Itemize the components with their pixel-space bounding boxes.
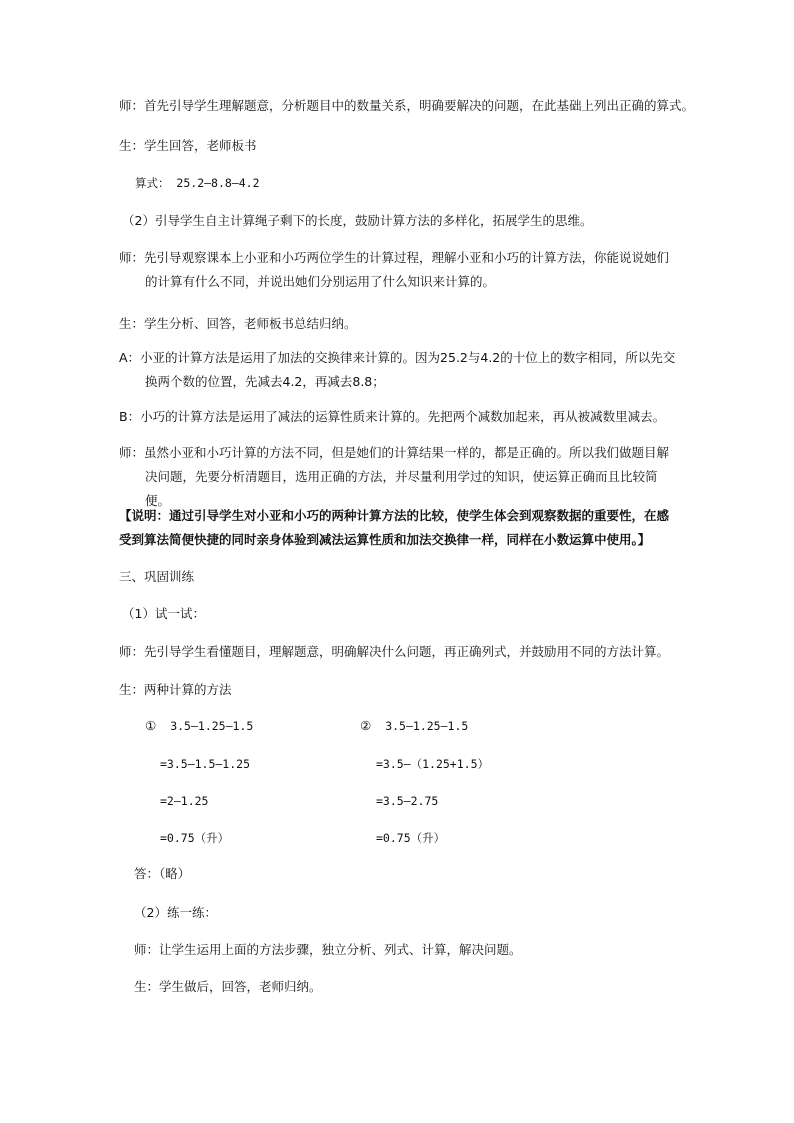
- paragraph-step-2: （2）引导学生自主计算绳子剩下的长度，鼓励计算方法的多样化，拓展学生的思维。: [122, 213, 593, 228]
- paragraph-student-do: 生：学生做后，回答，老师归纳。: [134, 979, 322, 994]
- paragraph-explanation-note: 【说明：通过引导学生对小亚和小巧的两种计算方法的比较，使学生体会到观察数据的重要性，在感受到算法简便快捷的同时亲身体验到减法运算性质和加法交换律一样，同样在小数运算中使用。】: [119, 508, 670, 547]
- paragraph-teacher-observe: 师：先引导观察课本上小亚和小巧两位学生的计算过程，理解小亚和小巧的计算方法，你能说说她们的计算有什么不同，并说出她们分别运用了什么知识来计算的。: [119, 250, 670, 289]
- paragraph-teacher-intro: 师：首先引导学生理解题意，分析题目中的数量关系，明确要解决的问题，在此基础上列出正确的算式。: [119, 98, 695, 113]
- paragraph-student-analyze: 生：学生分析、回答，老师板书总结归纳。: [119, 316, 357, 331]
- paragraph-teacher-summary: 师：虽然小亚和小巧计算的方法不同，但是她们的计算结果一样的，都是正确的。所以我们做题目解决问题，先要分析清题目，选用正确的方法，并尽量利用学过的知识，使运算正确而且比较简便。: [119, 445, 670, 508]
- paragraph-teacher-apply: 师：让学生运用上面的方法步骤，独立分析、列式、计算，解决问题。: [134, 942, 522, 957]
- calc-right-line-4: =0.75（升）: [376, 831, 446, 845]
- calc-right-marker: ②: [360, 718, 372, 733]
- paragraph-formula: 算式： 25.2—8.8—4.2: [135, 176, 260, 190]
- paragraph-method-b: B：小巧的计算方法是运用了减法的运算性质来计算的。先把两个减数加起来，再从被减数里减去。: [119, 409, 666, 424]
- calc-left-line-3: =2—1.25: [160, 794, 209, 808]
- section-heading-practice: 三、巩固训练: [119, 569, 195, 584]
- calc-right-line-1: [360, 718, 468, 734]
- paragraph-practice: （2）练一练：: [134, 905, 217, 920]
- paragraph-answer: 答：（略）: [134, 866, 191, 881]
- calc-left-line-2: =3.5—1.5—1.25: [160, 757, 251, 771]
- paragraph-student-answer: 生：学生回答，老师板书: [119, 138, 257, 153]
- calc-left-marker: ①: [145, 718, 157, 733]
- paragraph-method-a: A：小亚的计算方法是运用了加法的交换律来计算的。因为25.2与4.2的十位上的数字相同，所以先交换两个数的位置，先减去4.2，再减去8.8；: [119, 350, 676, 389]
- paragraph-two-methods: 生：两种计算的方法: [119, 682, 232, 697]
- paragraph-teacher-guide: 师：先引导学生看懂题目，理解题意，明确解决什么问题，再正确列式，并鼓励用不同的方法计算。: [119, 644, 670, 659]
- paragraph-try-it: （1）试一试：: [122, 606, 205, 621]
- calc-right-expression: 3.5—1.25—1.5: [385, 719, 469, 733]
- calc-left-line-1: [145, 718, 253, 734]
- calc-right-line-3: =3.5—2.75: [376, 794, 439, 808]
- calc-right-line-2: =3.5—（1.25+1.5）: [376, 757, 490, 771]
- calc-left-line-4: =0.75（升）: [160, 831, 230, 845]
- calc-left-expression: 3.5—1.25—1.5: [170, 719, 254, 733]
